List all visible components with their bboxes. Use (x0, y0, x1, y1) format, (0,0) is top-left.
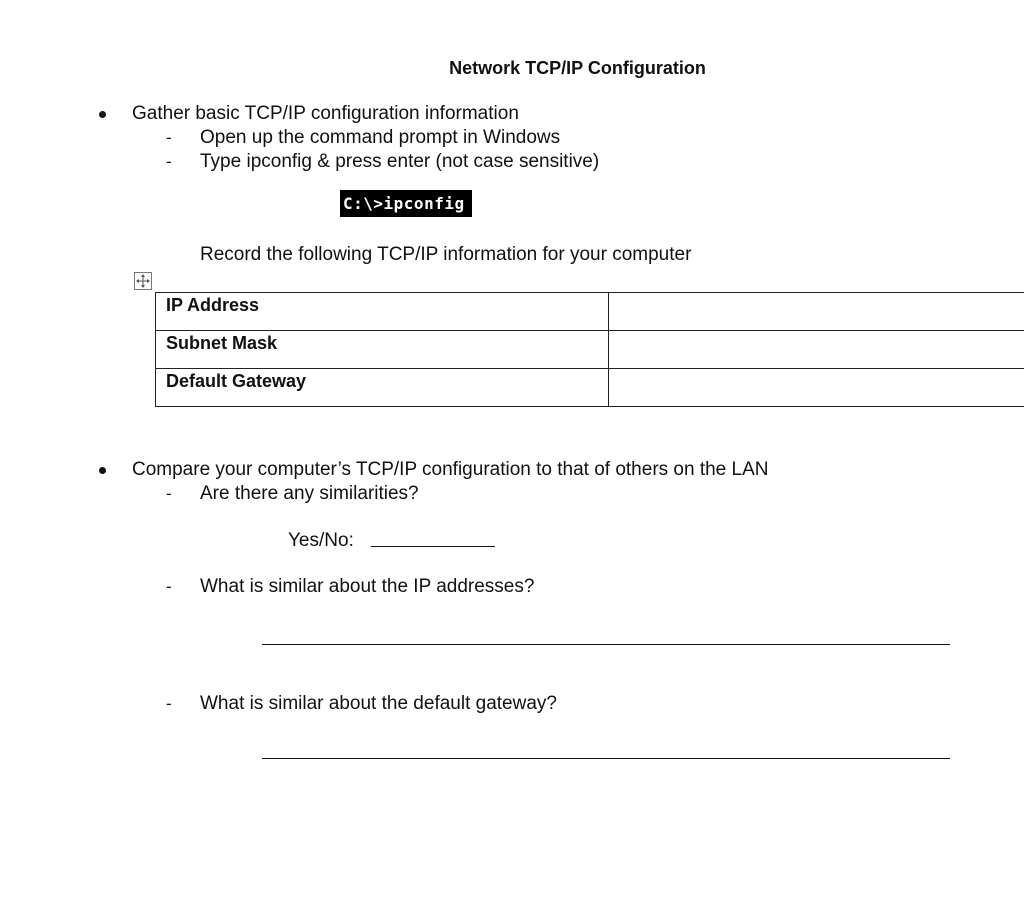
default-gateway-answer-line[interactable] (262, 758, 950, 759)
ip-address-value[interactable] (609, 293, 1024, 331)
command-prompt-snippet: C:\>ipconfig (340, 190, 472, 217)
yes-no-label: Yes/No: (288, 530, 354, 551)
step-type-ipconfig: Type ipconfig & press enter (not case sensitive) (200, 151, 600, 172)
dash-marker: - (166, 577, 172, 596)
default-gateway-label: Default Gateway (156, 369, 609, 407)
table-row (156, 293, 1024, 331)
ip-addresses-answer-line[interactable] (262, 644, 950, 645)
tcpip-info-table (155, 292, 1024, 407)
dash-marker: - (166, 694, 172, 713)
table-row (156, 369, 1024, 407)
bullet-icon (99, 111, 106, 118)
dash-marker: - (166, 152, 172, 171)
record-instruction: Record the following TCP/IP information for your computer (200, 244, 692, 265)
dash-marker: - (166, 484, 172, 503)
question-default-gateway: What is similar about the default gateway? (200, 693, 557, 714)
section2-heading: Compare your computer’s TCP/IP configuration to that of others on the LAN (132, 459, 769, 480)
dash-marker: - (166, 128, 172, 147)
yes-no-answer-line[interactable] (371, 546, 495, 547)
ip-address-label: IP Address (156, 293, 609, 331)
step-open-command-prompt: Open up the command prompt in Windows (200, 127, 561, 148)
section1-heading: Gather basic TCP/IP configuration information (132, 103, 519, 124)
table-row (156, 331, 1024, 369)
bullet-icon (99, 467, 106, 474)
default-gateway-value[interactable] (609, 369, 1024, 407)
question-ip-addresses: What is similar about the IP addresses? (200, 576, 535, 597)
subnet-mask-value[interactable] (609, 331, 1024, 369)
subnet-mask-label: Subnet Mask (156, 331, 609, 369)
question-similarities: Are there any similarities? (200, 483, 419, 504)
move-arrows-icon[interactable] (134, 272, 152, 290)
document-title: Network TCP/IP Configuration (449, 58, 706, 78)
